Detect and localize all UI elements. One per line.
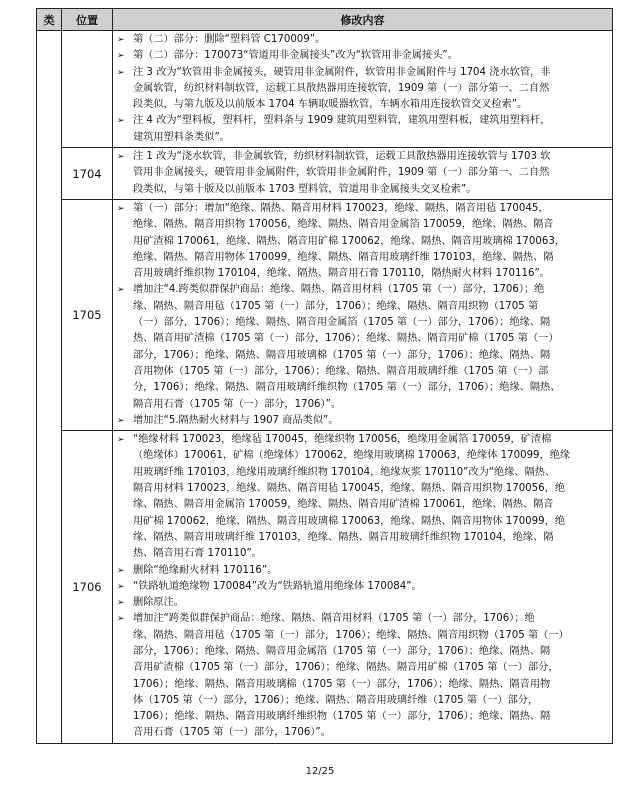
arrow-bullet-icon: ➢ (117, 565, 125, 576)
arrow-bullet-icon: ➢ (117, 435, 125, 446)
item-text: 注 4 改为“塑料板，塑料杆，塑料条与 1909 建筑用塑料管，建筑用塑料板，建筑用塑料杆， 建筑用塑料条类似”。 (133, 115, 551, 143)
list-item (113, 432, 608, 562)
item-text: 第（一）部分：增加“绝缘、隔热、隔音用材料 170023，绝缘、隔热、隔音用毡 170045， 绝缘、隔热、隔音用织物 170056，绝缘、隔热、隔音用金属箔 170059，绝缘、隔热、隔音 用矿渣棉 170061，绝缘、隔热、隔音用矿棉 170062，绝缘、隔热、隔音用玻璃棉 170063， 绝缘、隔热、隔音用物体 170099，绝缘、隔热、隔音用玻璃纤维 170103，绝缘、隔热、隔 音用玻璃纤维织物 170104，绝缘、隔热、隔音用石膏 170110，隔热耐火材料 170116”。 (133, 202, 566, 280)
table-body (37, 31, 613, 744)
item-text: 注 3 改为“软管用非金属接头，硬管用非金属附件，软管用非金属附件与 1704 浇水软管，非 金属软管，纺织材料制软管，运载工具散热器用连接软管，1909 第（一）部分第一、二自然 段类似，与第九版及以前版本 1704 车辆取暖器软管，车辆水箱用连接软管交叉检索”。 (133, 66, 551, 111)
category-cell (37, 31, 62, 744)
revision-table (36, 8, 613, 744)
arrow-bullet-icon: ➢ (117, 614, 125, 625)
item-text: “铁路轨道绝缘物 170084”改为“铁路轨道用绝缘体 170084”。 (133, 580, 422, 592)
list-item (113, 149, 608, 198)
list-item (113, 113, 608, 146)
arrow-bullet-icon: ➢ (117, 51, 125, 62)
item-text: “绝缘材料 170023，绝缘毡 170045，绝缘织物 170056，绝缘用金属箔 170059，矿渣棉 （绝缘体）170061，矿棉（绝缘体）170062，绝缘用玻璃棉 170063，绝缘体 170099，绝缘 用玻璃纤维 170103，绝缘用玻璃纤维织物 170104，绝缘灰浆 170110”改为“绝缘、隔热、 隔音用材料 170023，绝缘、隔热、隔音用毡 170045，绝缘、隔热、隔音用织物 170056，绝 缘、隔热、隔音用金属箔 170059，绝缘、隔热、隔音用矿渣棉 170061，绝缘、隔热、隔音 用矿棉 170062，绝缘、隔热、隔音用玻璃棉 170063，绝缘、隔热、隔音用物体 170099，绝 缘、隔热、隔音用玻璃纤维 170103，绝缘、隔热、隔音用玻璃纤维织物 170104，绝缘、隔 热、隔音用石膏 170110”。 (133, 434, 571, 560)
list-item (113, 413, 608, 429)
list-item (113, 579, 608, 595)
arrow-bullet-icon: ➢ (117, 116, 125, 127)
arrow-bullet-icon: ➢ (117, 35, 125, 45)
position-cell: 1705 (62, 199, 113, 430)
content-cell (113, 148, 613, 200)
list-item (113, 65, 608, 114)
content-cell (113, 199, 613, 430)
list-item (113, 611, 608, 741)
position-cell: 1706 (62, 431, 113, 744)
item-text: 删除“绝缘耐火材料 170116”。 (133, 564, 278, 576)
arrow-bullet-icon: ➢ (117, 581, 125, 592)
position-cell: 1704 (62, 148, 113, 200)
table-row (37, 199, 613, 430)
arrow-bullet-icon: ➢ (117, 598, 125, 609)
page-number: 12/25 (305, 766, 335, 777)
arrow-bullet-icon: ➢ (117, 67, 125, 78)
list-item (113, 201, 608, 282)
revision-list (113, 31, 612, 147)
arrow-bullet-icon: ➢ (117, 285, 125, 296)
header-content: 修改内容 (113, 9, 613, 31)
item-text: 删除原注。 (133, 597, 184, 609)
list-item (113, 32, 608, 48)
item-text: 注 1 改为“浇水软管，非金属软管，纺织材料制软管，运载工具散热器用连接软管与 1703 软 管用非金属接头，硬管用非金属附件，软管用非金属附件，1909 第（一）部分第一、二自然 段类似，与第十版及以前版本 1703 塑料管，管道用非金属接头交叉检索”。 (133, 151, 551, 195)
table-row (37, 148, 613, 200)
arrow-bullet-icon: ➢ (117, 415, 125, 426)
content-cell (113, 31, 613, 148)
list-item (113, 563, 608, 579)
arrow-bullet-icon: ➢ (117, 152, 125, 163)
table-row (37, 31, 613, 148)
list-item (113, 282, 608, 412)
list-item (113, 48, 608, 64)
header-category: 类 (37, 9, 62, 31)
revision-list (113, 431, 612, 743)
item-text: 增加注“4.跨类似群保护商品：绝缘、隔热、隔音用材料（1705 第（一）部分，1706）；绝 缘、隔热、隔音用毡（1705 第（一）部分，1706）；绝缘、隔热、隔音用织物（1705 第 （一）部分，1706）；绝缘、隔热、隔音用金属箔（1705 第（一）部分，1706）；绝缘、隔 热、隔音用矿渣棉（1705 第（一）部分，1706）；绝缘、隔热、隔音用矿棉（1705 第（一） 部分，1706）；绝缘、隔热、隔音用玻璃棉（1705 第（一）部分，1706）；绝缘、隔热、隔 音用物体（1705 第（一）部分，1706）；绝缘、隔热、隔音用玻璃纤维（1705 第（一）部 分，1706）；绝缘、隔热、隔音用玻璃纤维织物（1705 第（一）部分，1706）；绝缘、隔热、 隔音用石膏（1705 第（一）部分，1706）”。 (133, 284, 561, 410)
position-cell (62, 31, 113, 148)
item-text: 第（二）部分：删除“塑料管 C170009”。 (133, 34, 326, 45)
table-row (37, 431, 613, 744)
item-text: 第（二）部分：170073“管道用非金属接头”改为“软管用非金属接头”。 (133, 50, 458, 62)
table-header-row (37, 9, 613, 31)
header-position: 位置 (62, 9, 113, 31)
content-cell (113, 431, 613, 744)
revision-list (113, 148, 612, 199)
list-item (113, 595, 608, 611)
item-text: 增加注“5.隔热耐火材料与 1907 商品类似”。 (133, 414, 339, 426)
item-text: 增加注“跨类似群保护商品：绝缘、隔热、隔音用材料（1705 第（一）部分，1706）；绝 缘、隔热、隔音用毡（1705 第（一）部分，1706）；绝缘、隔热、隔音用织物（1705 第（一） 部分，1706）；绝缘、隔热、隔音用金属箔（1705 第（一）部分，1706）；绝缘、隔热、隔 音用矿渣棉（1705 第（一）部分，1706）；绝缘、隔热、隔音用矿棉（1705 第（一）部分， 1706）；绝缘、隔热、隔音用玻璃棉（1705 第（一）部分，1706）；绝缘、隔热、隔音用物 体（1705 第（一）部分，1706）；绝缘、隔热、隔音用玻璃纤维（1705 第（一）部分， 1706）；绝缘、隔热、隔音用玻璃纤维织物（1705 第（一）部分，1706）；绝缘、隔热、隔 音用石膏（1705 第（一）部分，1706）”。 (133, 613, 569, 739)
revision-list (113, 200, 612, 430)
arrow-bullet-icon: ➢ (117, 203, 125, 214)
